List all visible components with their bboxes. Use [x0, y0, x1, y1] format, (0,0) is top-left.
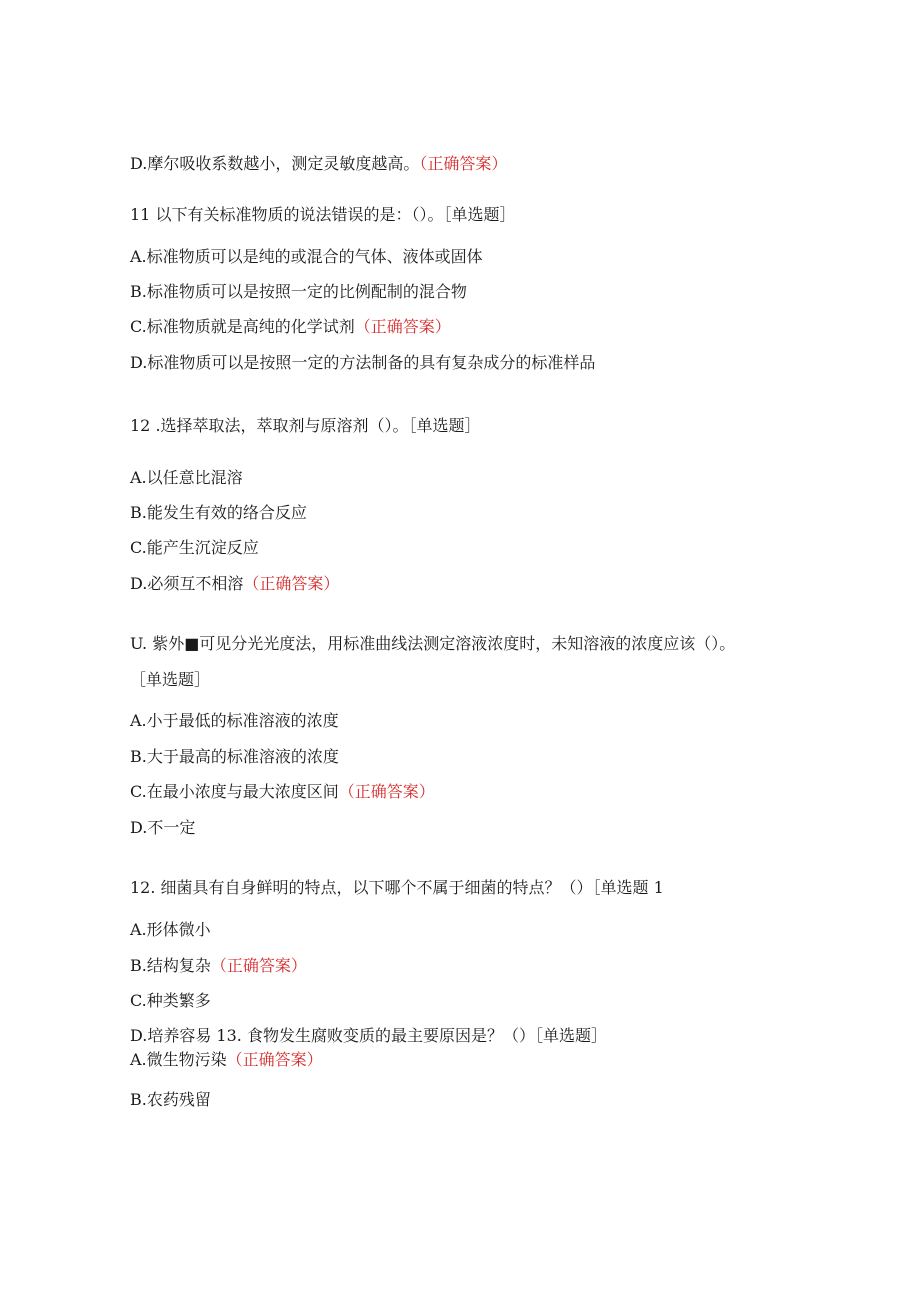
q13-option-b: B.农药残留 — [130, 1090, 211, 1109]
qu-option-c — [130, 782, 435, 802]
option-text: D.摩尔吸收系数越小，测定灵敏度越高。 — [130, 154, 420, 173]
question-12-title: 12 .选择萃取法，萃取剂与原溶剂（）。［单选题］ — [130, 416, 481, 435]
bacteria-option-a: A.形体微小 — [130, 920, 211, 939]
correct-answer-mark: （正确答案） — [419, 154, 508, 173]
q12-option-b: B.能发生有效的络合反应 — [130, 503, 307, 522]
q11-option-d: D.标准物质可以是按照一定的方法制备的具有复杂成分的标准样品 — [130, 353, 596, 372]
qu-option-b: B.大于最高的标准溶液的浓度 — [130, 747, 339, 766]
option-text: A.微生物污染 — [130, 1050, 227, 1069]
option-text: B.结构复杂 — [130, 956, 211, 975]
option-text: C.标准物质就是高纯的化学试剂 — [130, 317, 355, 336]
qu-option-a: A.小于最低的标准溶液的浓度 — [130, 711, 339, 730]
q12-option-c: C.能产生沉淀反应 — [130, 538, 259, 557]
qu-option-d: D.不一定 — [130, 818, 196, 837]
q11-option-c — [130, 317, 451, 337]
question-u-type: ［单选题］ — [130, 670, 211, 689]
correct-answer-mark: （正确答案） — [243, 574, 340, 593]
bacteria-option-b — [130, 956, 307, 976]
option-text: C.在最小浓度与最大浓度区间 — [130, 782, 339, 801]
correct-answer-mark: （正确答案） — [226, 1050, 323, 1069]
option-text: D.必须互不相溶 — [130, 574, 244, 593]
correct-answer-mark: （正确答案） — [354, 317, 451, 336]
question-11-title: 11 以下有关标准物质的说法错误的是：（）。［单选题］ — [130, 205, 516, 224]
q13-option-a — [130, 1050, 323, 1070]
q11-option-b: B.标准物质可以是按照一定的比例配制的混合物 — [130, 282, 467, 301]
question-bacteria-title: 12. 细菌具有自身鲜明的特点，以下哪个不属于细菌的特点？（）［单选题 1 — [130, 878, 664, 897]
correct-answer-mark: （正确答案） — [338, 782, 435, 801]
bacteria-option-d-and-q13: D.培养容易 13. 食物发生腐败变质的最主要原因是？（）［单选题］ — [130, 1026, 607, 1045]
q12-option-d — [130, 574, 339, 594]
correct-answer-mark: （正确答案） — [210, 956, 307, 975]
question-u-title: U. 紫外■可见分光光度法，用标准曲线法测定溶液浓度时，未知溶液的浓度应该（）。 — [130, 634, 736, 653]
q12-option-a: A.以任意比混溶 — [130, 468, 243, 487]
q11-option-a: A.标准物质可以是纯的或混合的气体、液体或固体 — [130, 247, 483, 266]
bacteria-option-c: C.种类繁多 — [130, 991, 211, 1010]
option-line — [130, 154, 507, 174]
